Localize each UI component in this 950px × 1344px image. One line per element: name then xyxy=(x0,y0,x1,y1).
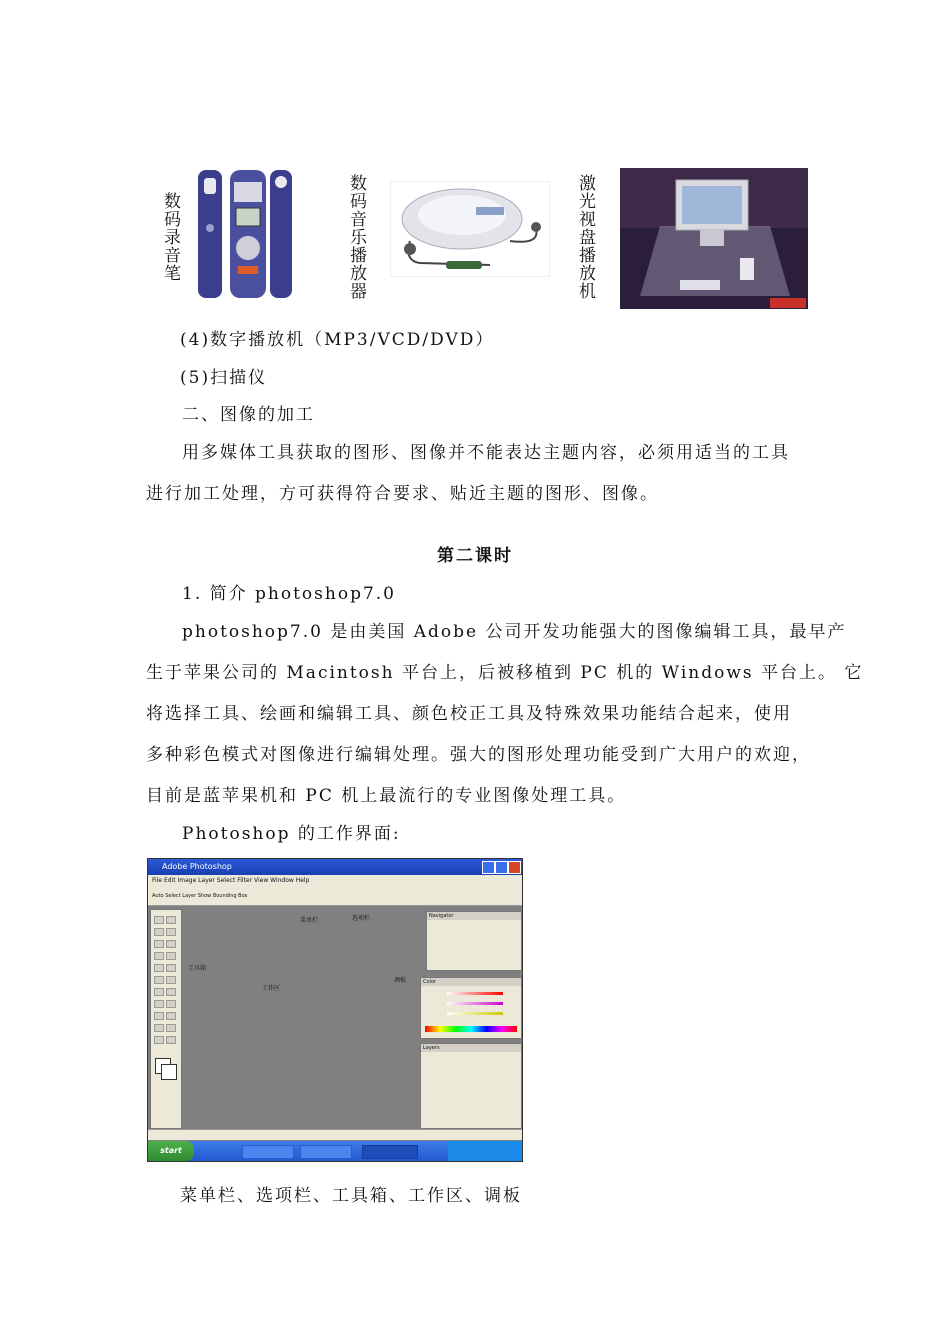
paragraph-line: 进行加工处理，方可获得符合要求、贴近主题的图形、图像。 xyxy=(146,484,659,504)
ps-taskbar xyxy=(148,1141,522,1161)
paragraph-line: 目前是蓝苹果机和 PC 机上最流行的专业图像处理工具。 xyxy=(146,786,627,806)
photoshop-ui-intro: Photoshop 的工作界面: xyxy=(182,824,401,844)
item-digital-player: (4)数字播放机（MP3/VCD/DVD） xyxy=(180,330,495,350)
ps-layers-panel: Layers xyxy=(420,1043,522,1129)
figure-caption: 菜单栏、选项栏、工具箱、工作区、调板 xyxy=(180,1186,522,1206)
annotation-optionsbar: 选项栏 xyxy=(352,915,371,922)
paragraph-line: 多种彩色模式对图像进行编辑处理。强大的图形处理功能受到广大用户的欢迎， xyxy=(146,745,811,765)
photoshop-screenshot xyxy=(147,858,523,1162)
lesson-title: 第二课时 xyxy=(437,546,513,566)
annotation-workspace: 工作区 xyxy=(262,985,281,992)
paragraph-line: photoshop7.0 是由美国 Adobe 公司开发功能强大的图像编辑工具，最早产 xyxy=(182,622,847,642)
ps-options-bar: Auto Select Layer Show Bounding Box xyxy=(148,886,522,906)
annotation-toolbox: 工具箱 xyxy=(188,965,207,972)
ps-window-title: Adobe Photoshop xyxy=(148,859,522,875)
annotation-palette: 调板 xyxy=(394,977,407,984)
ps-workspace xyxy=(182,909,418,1127)
paragraph-line: 用多媒体工具获取的图形、图像并不能表达主题内容，必须用适当的工具 xyxy=(182,443,790,463)
ps-status-bar xyxy=(148,1129,522,1140)
video-player-image xyxy=(620,168,808,309)
paragraph-line: 将选择工具、绘画和编辑工具、颜色校正工具及特殊效果功能结合起来，使用 xyxy=(146,704,792,724)
ps-toolbox xyxy=(150,909,182,1129)
digital-recorder-image xyxy=(196,168,296,302)
item-scanner: (5)扫描仪 xyxy=(180,368,268,388)
cd-player-image xyxy=(390,181,550,277)
music-player-label: 数码音乐播放器 xyxy=(346,174,366,300)
recorder-label: 数码录音笔 xyxy=(160,192,180,282)
paragraph-line: 生于苹果公司的 Macintosh 平台上，后被移植到 PC 机的 Windows 平台上。 它 xyxy=(146,663,864,683)
ps-color-panel: Color xyxy=(420,977,522,1039)
annotation-menubar: 菜单栏 xyxy=(300,917,319,924)
photoshop-intro-heading: 1. 简介 photoshop7.0 xyxy=(182,584,396,604)
ps-menubar: File Edit Image Layer Select Filter View Window Help xyxy=(148,875,522,886)
ps-window-buttons xyxy=(482,861,520,873)
start-button: start xyxy=(148,1141,194,1161)
section-heading-image-processing: 二、图像的加工 xyxy=(182,405,315,425)
ps-navigator-panel: Navigator xyxy=(426,911,522,971)
laser-disc-label: 激光视盘播放机 xyxy=(575,174,595,300)
